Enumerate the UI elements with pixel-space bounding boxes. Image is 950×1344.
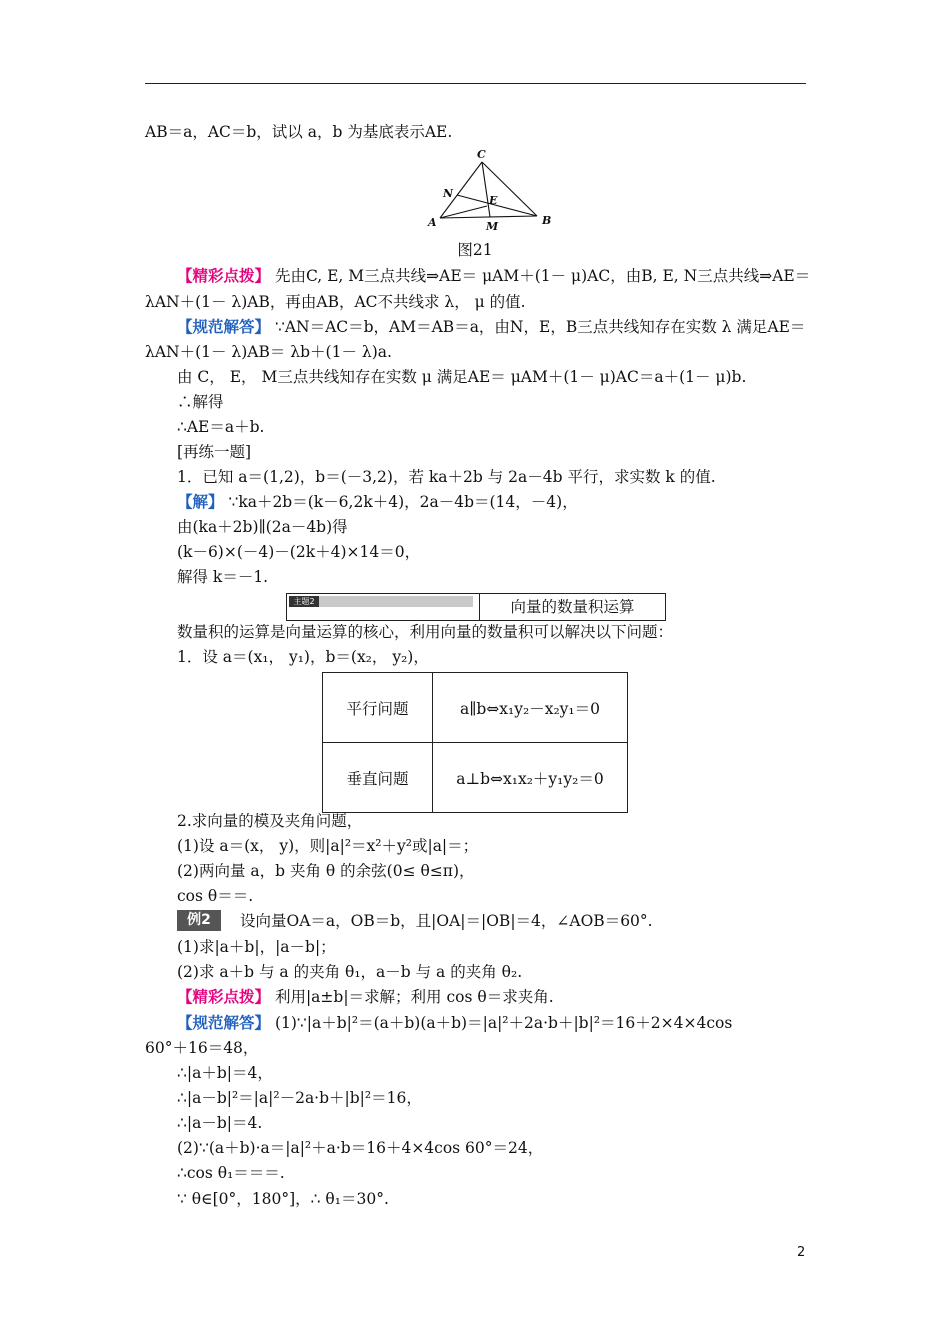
topic-banner xyxy=(286,593,666,621)
solution-line-2: λAN＋(1－ λ)AB＝ λb＋(1－ λ)a. xyxy=(145,343,392,361)
vector-def: 1．设 a＝(x₁， y₁)，b＝(x₂， y₂)， xyxy=(177,648,429,666)
example-solution-1: 【规范解答】 (1)∵|a＋b|²＝(a＋b)(a＋b)＝|a|²＋2a·b＋|b|²＝16＋2×4×4cos xyxy=(177,1013,733,1032)
relation-formula: a∥b⇔x₁y₂－x₂y₁＝0 xyxy=(433,673,628,743)
topic-tag: 主题2 xyxy=(289,596,319,607)
hint-label: 【精彩点拨】 xyxy=(177,987,271,1006)
point-A: A xyxy=(428,216,437,229)
example-solution-6: (2)∵(a＋b)·a＝|a|²＋a·b＝16＋4×4cos 60°＝24， xyxy=(177,1139,544,1157)
example-solution-4: ∴|a－b|²＝|a|²－2a·b＋|b|²＝16， xyxy=(177,1089,422,1107)
example-solution-8: ∵ θ∈[0°，180°]，∴ θ₁＝30°. xyxy=(177,1190,389,1208)
example-solution-5: ∴|a－b|＝4. xyxy=(177,1114,263,1132)
point-N: N xyxy=(443,187,454,200)
solution-line-4: ∴解得 xyxy=(177,393,224,411)
example-solution-2: 60°＋16＝48， xyxy=(145,1039,259,1057)
point-B: B xyxy=(542,214,552,227)
example-solution-7: ∴cos θ₁＝＝＝. xyxy=(177,1164,285,1182)
relation-table xyxy=(322,672,628,813)
example-q2: (2)求 a＋b 与 a 的夹角 θ₁，a－b 与 a 的夹角 θ₂. xyxy=(177,963,523,981)
solution-line-3: 由 C， E， M三点共线知存在实数 μ 满足AE＝ μAM＋(1－ μ)AC＝a＋(1－ μ)b. xyxy=(177,368,747,386)
point-C: C xyxy=(477,148,486,161)
practice-heading: [再练一题] xyxy=(177,443,252,461)
solution-label: 【规范解答】 xyxy=(177,1013,271,1032)
modulus-heading: 2.求向量的模及夹角问题， xyxy=(177,812,363,830)
figure-caption: 图21 xyxy=(457,241,493,259)
cos-formula: cos θ＝＝. xyxy=(177,887,254,905)
hint-line-1: 【精彩点拨】 先由C, E, M三点共线⇒AE＝ μAM＋(1－ μ)AC，由B, E, N三点共线⇒AE＝ xyxy=(177,266,811,285)
point-M: M xyxy=(486,220,499,233)
table-row xyxy=(323,673,628,743)
header-rule xyxy=(145,83,806,84)
page-number: 2 xyxy=(797,1245,806,1260)
problem-statement: AB＝a，AC＝b，试以 a，b 为基底表示AE. xyxy=(145,123,453,141)
table-row xyxy=(323,743,628,813)
solution-line-1: 【规范解答】 ∵AN＝AC＝b，AM＝AB＝a，由N，E，B三点共线知存在实数 λ 满足AE＝ xyxy=(177,317,806,336)
topic-intro: 数量积的运算是向量运算的核心，利用向量的数量积可以解决以下问题： xyxy=(177,623,674,641)
hint-label: 【精彩点拨】 xyxy=(177,266,271,285)
answer-line-3: (k－6)×(－4)－(2k＋4)×14＝0， xyxy=(177,543,421,561)
example-badge: 例2 xyxy=(177,910,221,931)
example-q1: (1)求|a＋b|，|a－b|； xyxy=(177,938,336,956)
example-solution-3: ∴|a＋b|＝4， xyxy=(177,1064,273,1082)
hint-line-2: λAN＋(1－ λ)AB，再由AB，AC不共线求 λ， μ 的值. xyxy=(145,293,526,311)
topic-title: 向量的数量积运算 xyxy=(510,598,635,616)
relation-name: 垂直问题 xyxy=(323,743,433,813)
solution-label: 【规范解答】 xyxy=(177,317,271,336)
practice-problem: 1．已知 a＝(1,2)，b＝(－3,2)，若 ka＋2b 与 2a－4b 平行，求实数 k 的值. xyxy=(177,468,716,486)
relation-formula: a⊥b⇔x₁x₂＋y₁y₂＝0 xyxy=(433,743,628,813)
example-hint: 【精彩点拨】 利用|a±b|＝求解；利用 cos θ＝求夹角. xyxy=(177,987,554,1006)
answer-line-1: 【解】 ∵ka＋2b＝(k－6,2k＋4)，2a－4b＝(14，－4)， xyxy=(177,492,578,511)
example-statement: 设向量OA＝a，OB＝b，且|OA|＝|OB|＝4，∠AOB＝60°. xyxy=(240,912,653,930)
answer-line-2: 由(ka＋2b)∥(2a－4b)得 xyxy=(177,518,348,536)
triangle-figure xyxy=(420,146,560,238)
answer-label: 【解】 xyxy=(177,492,224,511)
point-E: E xyxy=(489,194,498,207)
solution-line-5: ∴AE＝a＋b. xyxy=(177,418,265,436)
modulus-item-1: (1)设 a＝(x， y)，则|a|²＝x²＋y²或|a|＝； xyxy=(177,837,479,855)
modulus-item-2: (2)两向量 a，b 夹角 θ 的余弦(0≤ θ≤π)， xyxy=(177,862,475,880)
relation-name: 平行问题 xyxy=(323,673,433,743)
answer-line-4: 解得 k＝－1. xyxy=(177,568,269,586)
